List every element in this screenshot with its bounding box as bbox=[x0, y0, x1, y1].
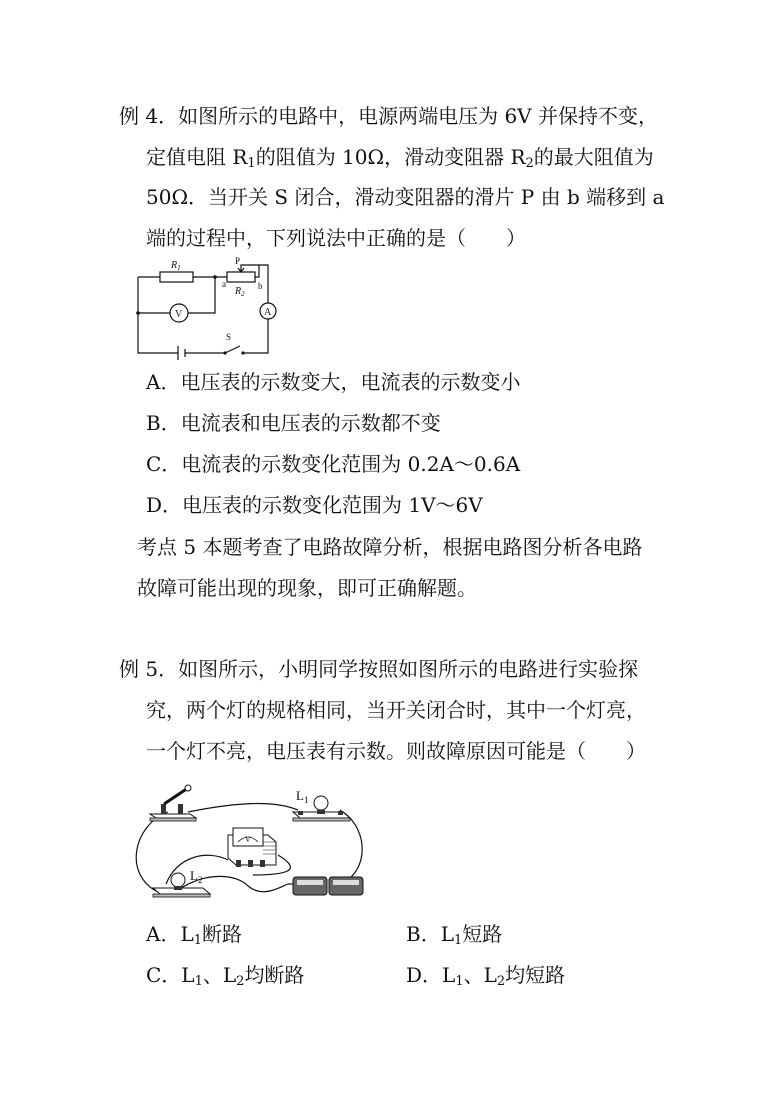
ex4-circuit-diagram bbox=[130, 255, 290, 360]
ex4-option-a: A．电压表的示数变大，电流表的示数变小 bbox=[146, 370, 521, 394]
ex4-option-b: B．电流表和电压表的示数都不变 bbox=[146, 411, 441, 435]
ex5-question-line-3: 一个灯不亮，电压表有示数。则故障原因可能是（ ） bbox=[146, 739, 646, 763]
knife-switch bbox=[150, 785, 196, 821]
slider-p-label: P bbox=[235, 256, 241, 266]
battery-symbol bbox=[178, 346, 185, 360]
switch-label: S bbox=[226, 332, 232, 342]
ex5-option-c: C．$L_1$、$L_2$均断路 bbox=[146, 963, 305, 989]
voltmeter-dial-label: V bbox=[245, 835, 251, 844]
switch-symbol bbox=[225, 346, 240, 353]
r1-resistor bbox=[160, 272, 193, 282]
svg-text:R1: $R_1$ bbox=[171, 260, 181, 272]
terminal-b-label: b bbox=[258, 281, 263, 291]
ex4-question-line-4: 端的过程中，下列说法中正确的是（ ） bbox=[146, 226, 526, 250]
l1-label: L bbox=[296, 788, 304, 803]
battery-pack bbox=[293, 877, 363, 895]
ammeter-label: A bbox=[264, 307, 272, 318]
ex5-option-d: D．$L_1$、$L_2$均短路 bbox=[406, 963, 566, 989]
ex4-note-line-2: 故障可能出现的现象，即可正确解题。 bbox=[137, 576, 477, 600]
ex4-question-line-2: 定值电阻 $R_1$的阻值为 10Ω，滑动变阻器 $R_2$的最大阻值为 bbox=[146, 145, 654, 171]
svg-text:L1: $L_1$ bbox=[296, 788, 309, 805]
r2-label: R bbox=[235, 286, 242, 297]
voltmeter-label: V bbox=[175, 309, 183, 320]
l2-label: L bbox=[190, 868, 198, 883]
ex5-option-a: A．$L_1$断路 bbox=[146, 922, 243, 948]
ex5-question-line-2: 究，两个灯的规格相同，当开关闭合时，其中一个灯亮， bbox=[146, 698, 646, 722]
r1-label: R bbox=[171, 260, 178, 271]
ex4-option-c: C．电流表的示数变化范围为 0.2A～0.6A bbox=[146, 452, 521, 476]
ex4-question-line-1: 例 4．如图所示的电路中，电源两端电压为 6V 并保持不变， bbox=[119, 104, 658, 128]
voltmeter bbox=[228, 828, 276, 867]
ex4-option-d: D．电压表的示数变化范围为 1V～6V bbox=[146, 493, 483, 517]
ex4-question-line-3: 50Ω．当开关 S 闭合，滑动变阻器的滑片 P 由 b 端移到 a bbox=[146, 185, 665, 209]
ex5-question-line-1: 例 5．如图所示，小明同学按照如图所示的电路进行实验探 bbox=[119, 657, 639, 681]
terminal-a-label: a bbox=[222, 279, 226, 289]
ex5-option-b: B．$L_1$短路 bbox=[406, 922, 503, 948]
r2-rheostat bbox=[227, 272, 255, 282]
ex5-apparatus-diagram bbox=[128, 780, 378, 910]
svg-text:L2: $L_2$ bbox=[190, 868, 203, 885]
ex4-note-line-1: 考点 5 本题考查了电路故障分析，根据电路图分析各电路 bbox=[137, 535, 643, 559]
svg-text:R2: $R_2$ bbox=[235, 286, 245, 298]
